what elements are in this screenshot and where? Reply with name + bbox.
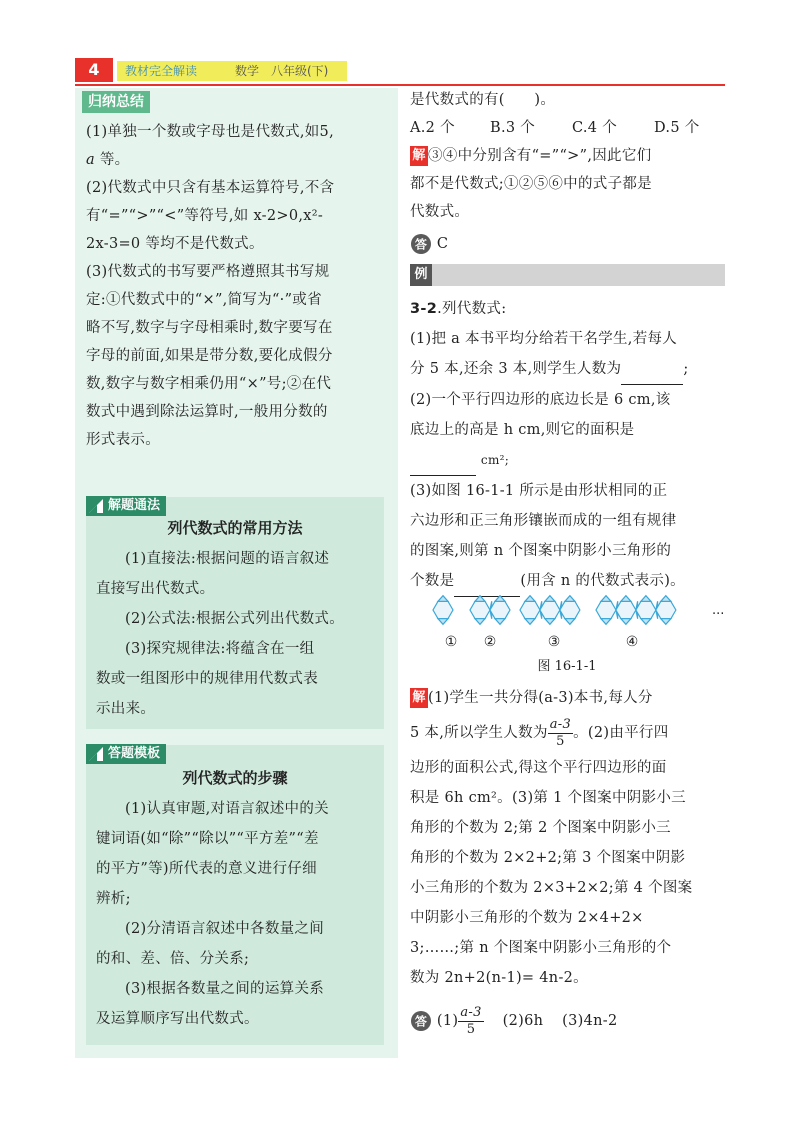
q2-line-b: 底边上的高是 h cm,则它的面积是	[410, 422, 635, 438]
template-line-2: 的平方”等)所代表的意义进行仔细	[96, 861, 317, 877]
figure-label-3: ③	[547, 634, 561, 650]
shaded-triangle	[601, 596, 611, 602]
sol-line-7: 小三角形的个数为 2×3+2×2;第 4 个图案	[410, 880, 693, 896]
method-tag: 解题通法	[86, 496, 166, 516]
sol-line-1: 解 (1)学生一共分得(a-3)本书,每人分	[410, 683, 725, 713]
question-continuation: 是代数式的有( )。	[410, 92, 556, 108]
figure-label-2: ②	[483, 634, 497, 650]
method-line-0: (1)直接法:根据问题的语言叙述	[125, 551, 330, 567]
template-line-5: 的和、差、倍、分关系;	[96, 951, 250, 967]
final-answer: 答 (1) $\frac{a-3}{5}$ (2)6h (3)4n-2	[410, 1001, 725, 1041]
shaded-triangle	[495, 619, 505, 625]
q3-line-b: 六边形和正三角形镶嵌而成的一组有规律	[410, 513, 677, 529]
template-title: 列代数式的步骤	[182, 769, 288, 787]
summary-p1b: a 等。	[86, 152, 130, 168]
sol-line-6: 角形的个数为 2×2+2;第 3 个图案中阴影	[410, 850, 686, 866]
shaded-triangle	[475, 596, 485, 602]
shaded-triangle	[601, 619, 611, 625]
hexagon-shape	[520, 601, 540, 618]
figure-16-1-1	[410, 590, 725, 680]
hexagon-shape	[656, 601, 676, 618]
sol-line-2: 5 本,所以学生人数为 $\frac{a-3}{5}$ 。(2)由平行四	[410, 716, 669, 749]
method-title: 列代数式的常用方法	[167, 519, 303, 537]
hexagon-shape	[560, 601, 580, 618]
q1-line-a: (1)把 a 本书平均分给若干名学生,若每人	[410, 331, 678, 347]
solution-label: 解	[410, 146, 428, 166]
shaded-triangle	[545, 596, 555, 602]
template-line-4: (2)分清语言叙述中各数量之间	[125, 921, 325, 937]
shaded-triangle	[545, 619, 555, 625]
page-number: 4	[75, 58, 113, 82]
summary-p3-2: 略不写,数字与字母相乘时,数字要写在	[86, 320, 333, 336]
template-line-3: 辨析;	[96, 891, 131, 907]
solution-label-2: 解	[410, 688, 428, 708]
template-line-1: 键词语(如“除”“除以”“平方差”“差	[96, 831, 319, 847]
method-line-5: 示出来。	[96, 701, 156, 717]
sol-line-3: 边形的面积公式,得这个平行四边形的面	[410, 760, 667, 776]
option-a: A.2 个	[410, 120, 455, 136]
summary-p2b: 有“=”“>”“<”等符号,如 x-2>0,x²-	[86, 208, 324, 224]
answer-blank-1[interactable]	[621, 354, 683, 385]
example-title: 3-2.列代数式:	[410, 301, 507, 317]
header-bar	[117, 61, 347, 81]
option-c: C.4 个	[572, 120, 618, 136]
shaded-triangle	[475, 619, 485, 625]
solution-line-1: 解 ③④中分别含有“=”“>”,因此它们	[410, 142, 725, 170]
subject-label: 数学 八年级(下)	[235, 64, 329, 78]
sol-line-10: 数为 2n+2(n-1)= 4n-2。	[410, 970, 588, 986]
shaded-triangle	[661, 596, 671, 602]
hexagon-shape	[596, 601, 616, 618]
q3-line-d: 个数是 (用含 n 的代数式表示)。	[410, 566, 725, 597]
solution-line-3: 代数式。	[410, 204, 470, 220]
sol-line-4: 积是 6h cm²。(3)第 1 个图案中阴影小三	[410, 790, 686, 806]
shaded-triangle	[661, 619, 671, 625]
q3-line-a: (3)如图 16-1-1 所示是由形状相同的正	[410, 483, 668, 499]
shaded-triangle	[621, 596, 631, 602]
template-line-6: (3)根据各数量之间的运算关系	[125, 981, 325, 997]
summary-tag: 归纳总结	[82, 91, 150, 113]
flag-icon	[89, 499, 103, 513]
example-bar	[410, 264, 725, 286]
fraction-students: $\frac{a-3}{5}$	[549, 716, 572, 749]
summary-p2a: (2)代数式中只含有基本运算符号,不含	[86, 180, 335, 196]
right-top	[410, 86, 725, 258]
method-line-3: (3)探究规律法:将蕴含在一组	[125, 641, 315, 657]
answer-value: C	[436, 236, 449, 252]
figure-label-1: ①	[444, 634, 458, 650]
sol-line-5: 角形的个数为 2;第 2 个图案中阴影小三	[410, 820, 671, 836]
template-line-7: 及运算顺序写出代数式。	[96, 1011, 259, 1027]
hexagon-shape	[616, 601, 636, 618]
shaded-triangle	[525, 596, 535, 602]
shaded-triangle	[621, 619, 631, 625]
fraction-answer: $\frac{a-3}{5}$	[460, 1004, 482, 1037]
option-b: B.3 个	[490, 120, 536, 136]
answer-icon	[410, 233, 432, 255]
q2-line-c: cm²;	[410, 445, 725, 476]
hexagon-shape	[490, 601, 510, 618]
summary-p3-3: 字母的前面,如果是带分数,要化成假分	[86, 348, 333, 364]
answer-icon	[410, 1010, 432, 1032]
summary-p3-0: (3)代数式的书写要严格遵照其书写规	[86, 264, 330, 280]
options-row	[410, 114, 725, 142]
hexagon-shape	[470, 601, 490, 618]
q2-line-a: (2)一个平行四边形的底边长是 6 cm,该	[410, 392, 671, 408]
shaded-triangle	[438, 596, 448, 602]
summary-p2c: 2x-3=0 等均不是代数式。	[86, 236, 264, 252]
template-line-0: (1)认真审题,对语言叙述中的关	[125, 801, 329, 817]
example-label: 例	[410, 264, 432, 286]
figure-label-4: ④	[625, 634, 639, 650]
shaded-triangle	[641, 596, 651, 602]
shaded-triangle	[495, 596, 505, 602]
method-line-2: (2)公式法:根据公式列出代数式。	[125, 611, 345, 627]
summary-p3-1: 定:①代数式中的“×”,简写为“·”或省	[86, 292, 322, 308]
hexagon-shape	[540, 601, 560, 618]
svg-text:答: 答	[414, 237, 428, 252]
q1-line-b: 分 5 本,还余 3 本,则学生人数为 ;	[410, 354, 725, 385]
option-d: D.5 个	[654, 120, 700, 136]
solution-line-2: 都不是代数式;①②⑤⑥中的式子都是	[410, 176, 652, 192]
method-line-4: 数或一组图形中的规律用代数式表	[96, 671, 318, 687]
shaded-triangle	[525, 619, 535, 625]
book-title: 教材完全解读	[125, 64, 198, 78]
summary-p3-4: 数,数字与数字相乘仍用“×”号;②在代	[86, 376, 332, 392]
figure-caption: 图 16-1-1	[537, 659, 597, 674]
method-line-1: 直接写出代数式。	[96, 581, 215, 597]
shaded-triangle	[565, 619, 575, 625]
hexagon-shape	[636, 601, 656, 618]
figure-ellipsis: ...	[712, 603, 725, 618]
method-text	[96, 544, 381, 724]
solution-body	[410, 683, 725, 1041]
template-text	[96, 794, 381, 1034]
sol-line-9: 3;……;第 n 个图案中阴影小三角形的个	[410, 940, 672, 956]
answer-blank-2[interactable]	[410, 445, 476, 476]
sol-line-8: 中阴影小三角形的个数为 2×4+2×	[410, 910, 644, 926]
shaded-triangle	[641, 619, 651, 625]
flag-icon	[89, 747, 103, 761]
summary-p3-6: 形式表示。	[86, 432, 160, 448]
example-body	[410, 294, 725, 597]
template-tag: 答题模板	[86, 744, 166, 764]
summary-p3-5: 数式中遇到除法运算时,一般用分数的	[86, 404, 328, 420]
answer-line	[410, 230, 725, 258]
shaded-triangle	[565, 596, 575, 602]
svg-text:答: 答	[414, 1014, 428, 1029]
summary-p1a: (1)单独一个数或字母也是代数式,如5,	[86, 124, 334, 140]
hexagon-shape	[433, 601, 453, 618]
shaded-triangle	[438, 619, 448, 625]
q3-line-c: 的图案,则第 n 个图案中阴影小三角形的	[410, 543, 672, 559]
summary-text	[86, 118, 386, 454]
